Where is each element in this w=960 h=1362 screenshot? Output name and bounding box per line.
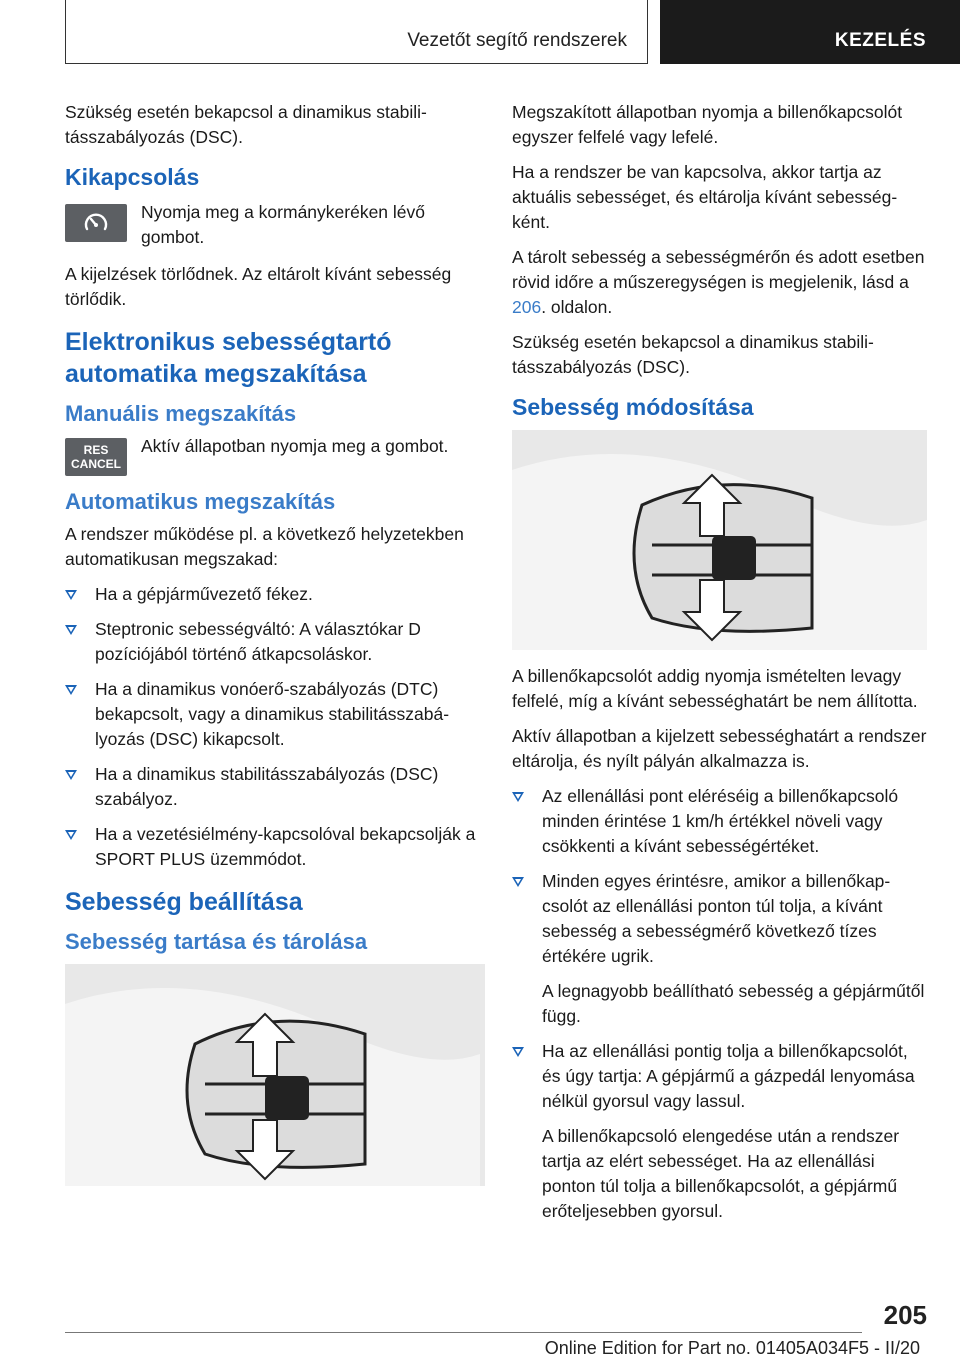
kikapcsolas-text: Nyomja meg a kormánykeréken lévő gombot. (141, 202, 426, 247)
list-item: Ha a dinamikus stabilitásszabályozás (DSC) szabályoz. (65, 762, 485, 812)
list-item-note: A billenőkapcsoló elengedése után a rendszer tartja az elért sebességet. Ha az ellenállási ponton túl tolja a billenőkapcsolót, a gépjármű erőteljesebben gyorsul. (542, 1126, 900, 1221)
bullet-triangle-icon (512, 877, 524, 887)
right-p2: Ha a rendszer be van kapcsolva, akkor tartja az aktuális sebességet, és eltárolja kívánt sebességként. (512, 162, 898, 232)
list-item: Steptronic sebességváltó: A választókar D pozíciójából történő átkapcsoláskor. (65, 617, 485, 667)
cancel-label: CANCEL (71, 457, 121, 471)
bullet-triangle-icon (512, 792, 524, 802)
bullet-triangle-icon (512, 1047, 524, 1057)
bullet-triangle-icon (65, 590, 77, 600)
heading-megszakitas: Elektronikus sebességtartó automatika megszakítása (65, 328, 392, 388)
heading-modositas: Sebesség módosítása (512, 394, 754, 420)
res-cancel-button-icon (65, 438, 127, 476)
heading-automatikus: Automatikus megszakítás (65, 489, 336, 514)
manualis-row (65, 434, 485, 476)
header-tag: KEZELÉS (834, 30, 926, 51)
header-section-box (65, 0, 648, 64)
header-section-title: Vezetőt segítő rendszerek (407, 30, 627, 51)
intro-text: Szükség esetén bekapcsol a dinamikus stabilitásszabályozás (DSC). (65, 102, 427, 147)
right-column (512, 100, 927, 1234)
right-p5: A billenőkapcsolót addig nyomja ismételten levagy felfelé, míg a kívánt sebességhatárt be nem állította. (512, 666, 918, 711)
list-item: Minden egyes érintésre, amikor a billenőkapcsolót az ellenállási ponton túl tolja, a kívánt sebesség a sebességmérő következő tízes értékére ugrik. A legnagyobb beállítható sebesség a gépjárműtől függ. (512, 869, 927, 1029)
right-p6: Aktív állapotban a kijelzett sebességhatárt a rendszer eltárolja, és nyílt pályán alkalmazza is. (512, 726, 927, 771)
heading-manualis: Manuális megszakítás (65, 401, 297, 426)
page-link[interactable]: 206 (512, 297, 542, 317)
steering-wheel-switch-image (65, 964, 485, 1186)
manualis-text: Aktív állapotban nyomja meg a gombot. (141, 436, 449, 456)
heading-beallitas: Sebesség beállítása (65, 888, 303, 916)
bullet-triangle-icon (65, 770, 77, 780)
bullet-triangle-icon (65, 830, 77, 840)
speed-list (512, 784, 927, 1224)
right-p4: Szükség esetén bekapcsol a dinamikus stabilitásszabályozás (DSC). (512, 332, 874, 377)
heading-tartas: Sebesség tartása és tárolása (65, 929, 368, 954)
header-tag-box (660, 0, 960, 64)
kikapcsolas-after-text: A kijelzések törlődnek. Az eltárolt kívánt sebesség törlődik. (65, 264, 452, 309)
right-p3: A tárolt sebesség a sebességmérőn és adott esetben rövid időre a műszeregységen is megjelenik, lásd a 206. oldalon. (512, 247, 925, 317)
list-item-note: A legnagyobb beállítható sebesség a gépjárműtől függ. (542, 981, 925, 1026)
page-number: 205 (883, 1300, 927, 1330)
auto-list (65, 582, 485, 872)
footer-divider (65, 1332, 862, 1333)
heading-kikapcsolas: Kikapcsolás (65, 164, 200, 190)
list-item: Ha az ellenállási pontig tolja a billenőkapcsolót, és úgy tartja: A gépjármű a gázpedál lenyomása nélkül gyorsul vagy lassul. A billenőkapcsoló elengedése után a rendszer tartja az elért sebességet. Ha az ellenállási ponton túl tolja a billenőkapcsolót, a gépjármű erőteljesebben gyorsul. (512, 1039, 927, 1224)
list-item: Az ellenállási pont eléréséig a billenőkapcsoló minden érintése 1 km/h értékkel növeli vagy csökkenti a kívánt sebességértéket. (512, 784, 927, 859)
kikapcsolas-row (65, 200, 485, 250)
list-item: Ha a gépjárművezető fékez. (65, 582, 485, 607)
bullet-triangle-icon (65, 625, 77, 635)
steering-wheel-switch-image (512, 430, 927, 650)
left-column (65, 100, 485, 1200)
bullet-triangle-icon (65, 685, 77, 695)
cruise-control-button-icon (65, 204, 127, 242)
footer-edition: Online Edition for Part no. 01405A034F5 - II/20 (544, 1338, 920, 1358)
right-p1: Megszakított állapotban nyomja a billenőkapcsolót egyszer felfelé vagy lefelé. (512, 102, 903, 147)
list-item: Ha a vezetésiélmény-kapcsolóval bekapcsolják a SPORT PLUS üzemmódot. (65, 822, 485, 872)
res-label: RES (83, 443, 109, 457)
list-item: Ha a dinamikus vonóerő-szabályozás (DTC) bekapcsolt, vagy a dinamikus stabilitásszabályozás (DSC) kikapcsolt. (65, 677, 485, 752)
auto-intro: A rendszer működése pl. a következő helyzetekben automatikusan megszakad: (65, 524, 464, 569)
